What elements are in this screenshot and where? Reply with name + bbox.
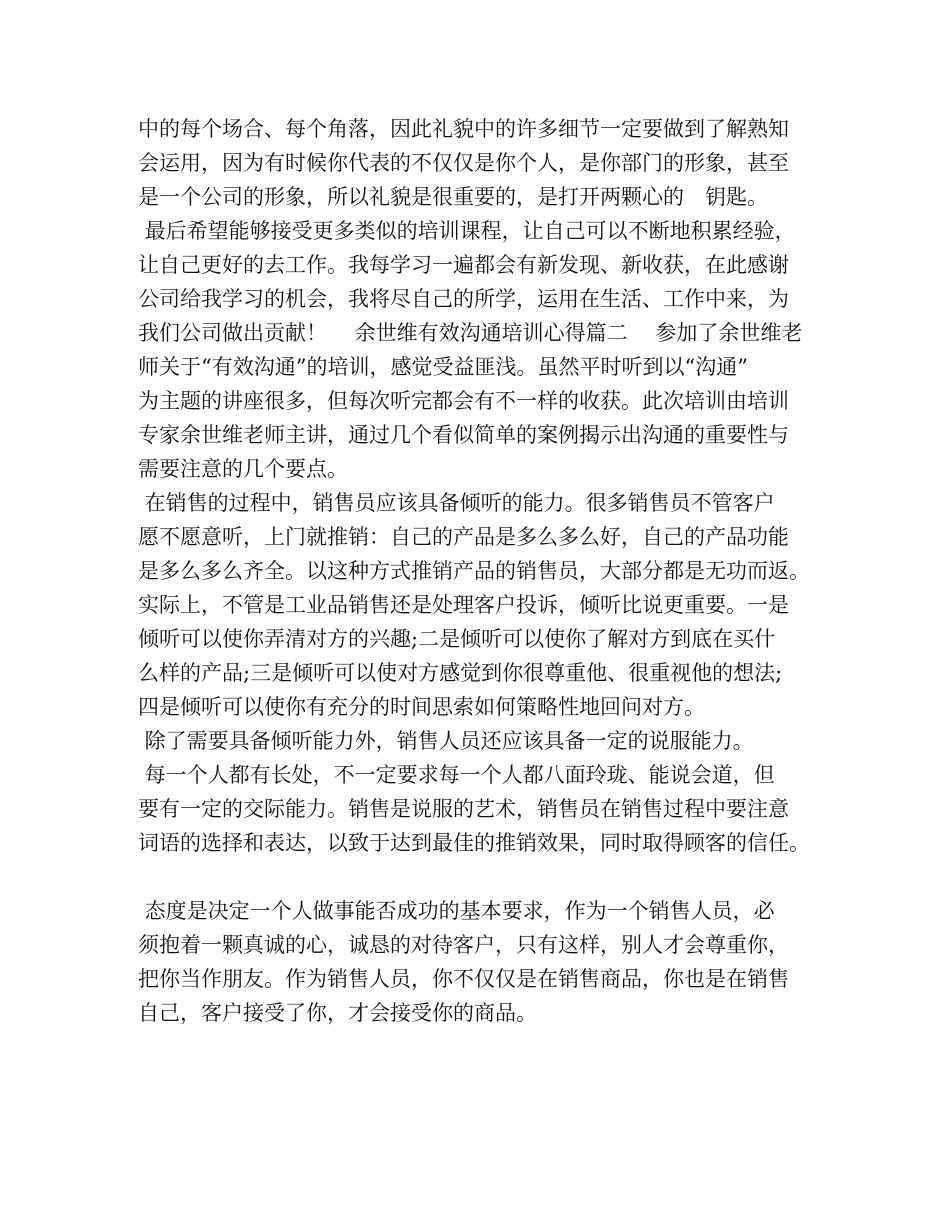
text-line: 在销售的过程中，销售员应该具备倾听的能力。很多销售员不管客户 <box>138 491 775 515</box>
text-line: 态度是决定一个人做事能否成功的基本要求，作为一个销售人员，必 <box>138 899 775 923</box>
text-line: 除了需要具备倾听能力外，销售人员还应该具备一定的说服能力。 <box>138 729 754 753</box>
text-line: 须抱着一颗真诚的心，诚恳的对待客户，只有这样，别人才会尊重你， <box>138 933 789 957</box>
text-line: 自己，客户接受了你，才会接受你的商品。 <box>138 1001 537 1025</box>
text-line: 我们公司做出贡献！ 余世维有效沟通培训心得篇二 参加了余世维老 <box>138 321 803 345</box>
text-line: 是多么多么齐全。以这种方式推销产品的销售员，大部分都是无功而返。 <box>138 559 810 583</box>
text-line: 公司给我学习的机会，我将尽自己的所学，运用在生活、工作中来，为 <box>138 287 789 311</box>
text-line: 么样的产品;三是倾听可以使对方感觉到你很尊重他、很重视他的想法; <box>138 661 783 685</box>
text-line: 实际上，不管是工业品销售还是处理客户投诉，倾听比说更重要。一是 <box>138 593 789 617</box>
text-line: 每一个人都有长处，不一定要求每一个人都八面玲珑、能说会道，但 <box>138 763 775 787</box>
text-line: 会运用，因为有时候你代表的不仅仅是你个人，是你部门的形象，甚至 <box>138 151 789 175</box>
text-line: 让自己更好的去工作。我每学习一遍都会有新发现、新收获，在此感谢 <box>138 253 789 277</box>
text-line: 四是倾听可以使你有充分的时间思索如何策略性地回问对方。 <box>138 695 705 719</box>
text-line: 需要注意的几个要点。 <box>138 457 348 481</box>
text-line: 最后希望能够接受更多类似的培训课程，让自己可以不断地积累经验， <box>138 219 796 243</box>
document-body <box>138 112 838 1030</box>
text-line: 倾听可以使你弄清对方的兴趣;二是倾听可以使你了解对方到底在买什 <box>138 627 776 651</box>
text-line: 中的每个场合、每个角落，因此礼貌中的许多细节一定要做到了解熟知 <box>138 117 789 141</box>
text-line: 愿不愿意听，上门就推销：自己的产品是多么多么好，自己的产品功能 <box>138 525 789 549</box>
text-line: 师关于“有效沟通”的培训，感觉受益匪浅。虽然平时听到以“沟通” <box>138 355 748 379</box>
text-line: 词语的选择和表达，以致于达到最佳的推销效果，同时取得顾客的信任。 <box>138 831 810 855</box>
text-line: 要有一定的交际能力。销售是说服的艺术，销售员在销售过程中要注意 <box>138 797 789 821</box>
text-line: 为主题的讲座很多，但每次听完都会有不一样的收获。此次培训由培训 <box>138 389 789 413</box>
text-line: 是一个公司的形象，所以礼貌是很重要的，是打开两颗心的 钥匙。 <box>138 185 768 209</box>
text-line: 把你当作朋友。作为销售人员，你不仅仅是在销售商品，你也是在销售 <box>138 967 789 991</box>
text-line: 专家余世维老师主讲，通过几个看似简单的案例揭示出沟通的重要性与 <box>138 423 789 447</box>
blank-line <box>138 860 838 894</box>
